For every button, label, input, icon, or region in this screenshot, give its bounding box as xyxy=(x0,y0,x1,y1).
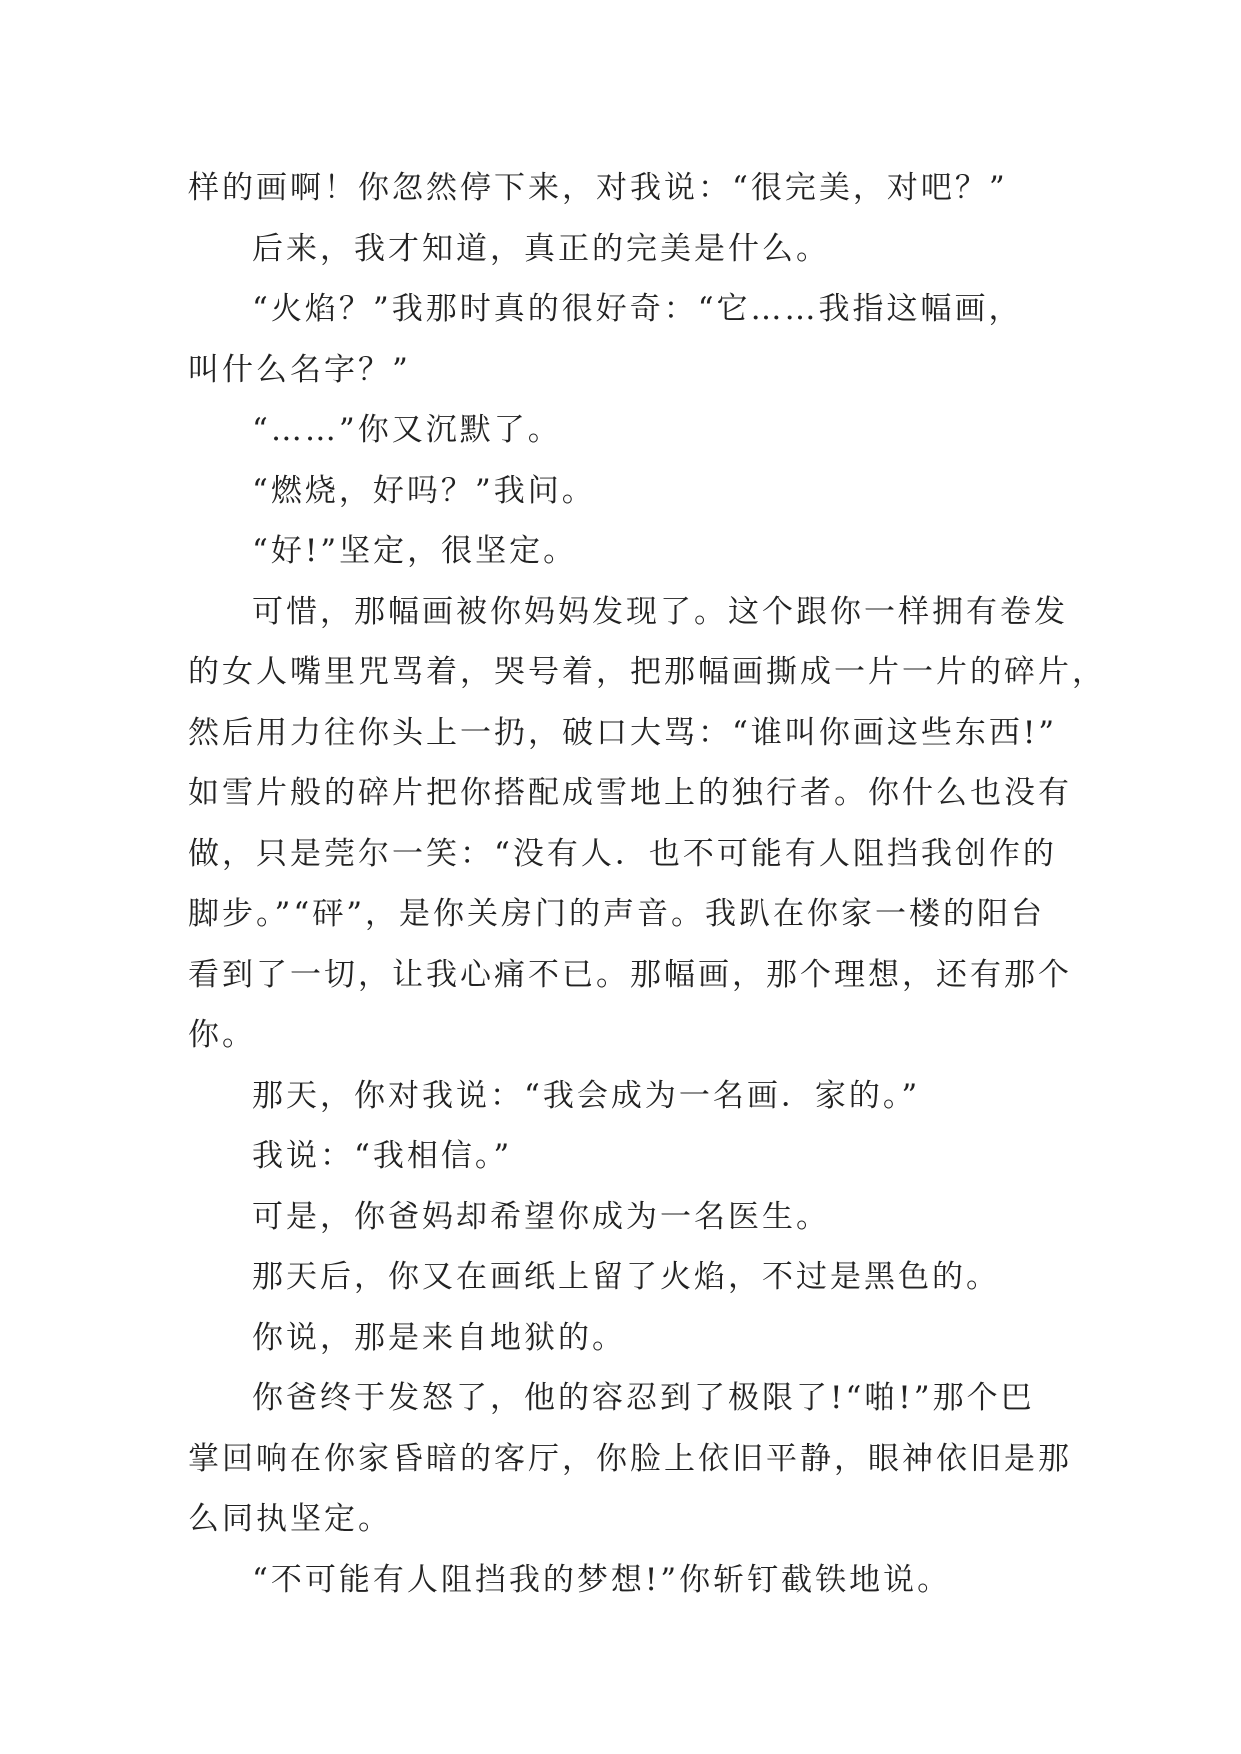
paragraph xyxy=(188,1247,1068,1308)
paragraph xyxy=(188,279,1068,400)
text-line: 掌回响在你家昏暗的客厅，你脸上依旧平静，眼神依旧是那 xyxy=(188,1440,1072,1477)
paragraph xyxy=(188,1066,1068,1127)
text-line: 做，只是莞尔一笑：“没有人．也不可能有人阻挡我创作的 xyxy=(188,835,1057,872)
paragraph xyxy=(188,1187,1068,1248)
text-line: 后来，我才知道，真正的完美是什么。 xyxy=(252,230,830,267)
text-line: 那天后，你又在画纸上留了火焰，不过是黑色的。 xyxy=(252,1259,1000,1295)
paragraph xyxy=(188,1126,1068,1187)
text-line: 的女人嘴里咒骂着，哭号着，把那幅画撕成一片一片的碎片， xyxy=(188,654,1106,690)
text-line: 你爸终于发怒了，他的容忍到了极限了!“啪!”那个巴 xyxy=(252,1380,1035,1416)
text-line: 么同执坚定。 xyxy=(188,1501,392,1537)
text-line: 可是，你爸妈却希望你成为一名医生。 xyxy=(252,1198,830,1235)
text-line: 样的画啊！你忽然停下来，对我说：“很完美，对吧？” xyxy=(188,170,1008,206)
paragraph xyxy=(188,461,1068,522)
paragraph xyxy=(188,158,1068,219)
paragraph xyxy=(188,1368,1072,1550)
paragraph xyxy=(188,219,1068,280)
text-line: 如雪片般的碎片把你搭配成雪地上的独行者。你什么也没有 xyxy=(188,775,1072,811)
paragraph xyxy=(188,400,1068,461)
text-line: 那天，你对我说：“我会成为一名画．家的。” xyxy=(252,1077,921,1114)
text-line: “火焰？”我那时真的很好奇：“它……我指这幅画， xyxy=(252,291,1023,327)
text-line: “好!”坚定，很坚定。 xyxy=(252,533,578,569)
text-line: 你说，那是来自地狱的。 xyxy=(252,1319,626,1356)
text-line: 可惜，那幅画被你妈妈发现了。这个跟你一样拥有卷发 xyxy=(252,593,1068,630)
document-page xyxy=(188,158,1106,1610)
text-line: “不可能有人阻挡我的梦想!”你斩钉截铁地说。 xyxy=(252,1561,952,1598)
text-line: “燃烧，好吗？”我问。 xyxy=(252,472,596,509)
text-line: 叫什么名字？” xyxy=(188,351,411,388)
text-line: 我说：“我相信。” xyxy=(252,1138,513,1174)
paragraph xyxy=(188,521,1068,582)
paragraph xyxy=(188,582,1106,1066)
text-line: 然后用力往你头上一扔，破口大骂：“谁叫你画这些东西!” xyxy=(188,714,1058,751)
text-line: 脚步。”“砰”，是你关房门的声音。我趴在你家一楼的阳台 xyxy=(188,896,1046,932)
text-line: 你。 xyxy=(188,1017,256,1053)
paragraph xyxy=(188,1550,1068,1611)
paragraph xyxy=(188,1308,1068,1369)
text-line: 看到了一切，让我心痛不已。那幅画，那个理想，还有那个 xyxy=(188,956,1072,993)
text-line: “……”你又沉默了。 xyxy=(252,412,562,448)
